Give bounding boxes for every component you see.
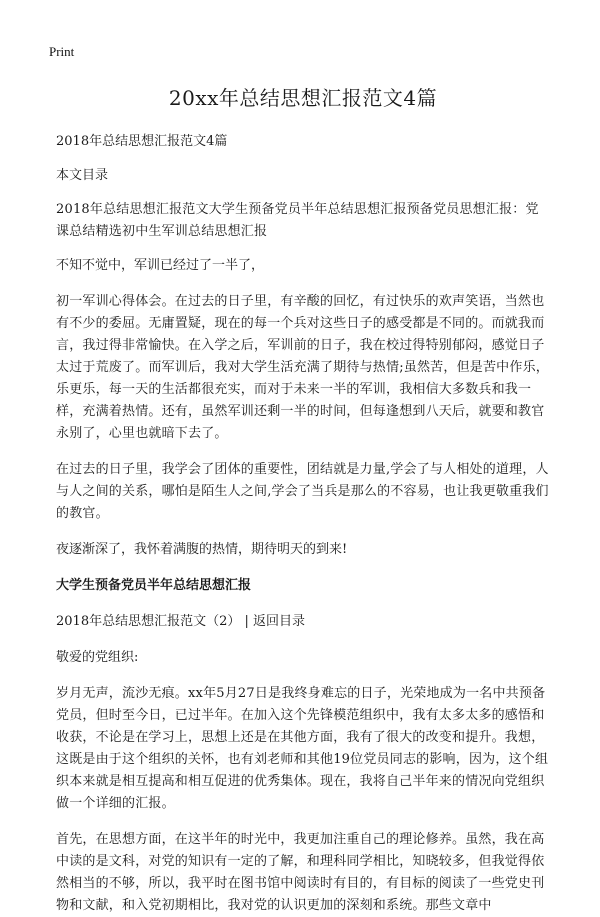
toc-heading: 本文目录	[56, 168, 109, 183]
subtitle: 2018年总结思想汇报范文4篇	[56, 134, 228, 149]
paragraph-3: 在过去的日子里，我学会了团体的重要性，团结就是力量,学会了与人相处的道理，人与人之间的关系，哪怕是陌生人之间,学会了当兵是那么的不容易，也让我更敬重我们的教官。	[56, 462, 549, 521]
section-subtitle: 2018年总结思想汇报范文（2）	[56, 614, 241, 629]
section-heading: 大学生预备党员半年总结思想汇报	[56, 578, 252, 593]
paragraph-1: 不知不觉中，军训已经过了一半了，	[56, 258, 265, 273]
paragraph-2: 初一军训心得体会。在过去的日子里，有辛酸的回忆，有过快乐的欢声笑语，当然也有不少的委屈。无庸置疑，现在的每一个兵对这些日子的感受都是不同的。而就我而言，我过得非常愉快。在入学之后，军训前的日子，我在校过得特别郁闷，感觉日子太过于荒废了。而军训后，我对大学生活充满了期待与热情;虽然苦，但是苦中作乐，乐更乐，每一天的生活都很充实，而对于未来一半的军训，我相信大多数兵和我一样，充满着热情。还有，虽然军训还剩一半的时间，但每逢想到八天后，就要和教官永别了，心里也就暗下去了。	[56, 294, 549, 441]
separator: |	[240, 614, 254, 629]
paragraph-4: 夜逐渐深了，我怀着满腹的热情，期待明天的到来!	[56, 542, 348, 557]
paragraph-5: 岁月无声，流沙无痕。xx年5月27日是我终身难忘的日子，光荣地成为一名中共预备党员，但时至今日，已过半年。在加入这个先锋模范组织中，我有太多太多的感悟和收获，不论是在学习上，思想上还是在其他方面，我有了很大的改变和提升。我想，这既是由于这个组织的关怀，也有刘老师和其他19位党员同志的影响，因为，这个组织本来就是相互提高和相互促进的优秀集体。现在，我将自己半年来的情况向党组织做一个详细的汇报。	[56, 686, 549, 811]
print-label[interactable]: Print	[49, 44, 75, 59]
section-subtitle-line	[56, 611, 550, 633]
greeting: 敬爱的党组织:	[56, 650, 139, 665]
back-to-toc-link[interactable]: 返回目录	[253, 614, 306, 629]
toc-text: 2018年总结思想汇报范文大学生预备党员半年总结思想汇报预备党员思想汇报：党课总结精选初中生军训总结思想汇报	[56, 202, 539, 239]
document-body	[56, 82, 550, 917]
document-title: 20xx年总结思想汇报范文4篇	[168, 86, 438, 110]
paragraph-6: 首先，在思想方面，在这半年的时光中，我更加注重自己的理论修养。虽然，我在高中读的是文科，对党的知识有一定的了解，和理科同学相比，知晓较多，但我觉得依然相当的不够，所以，我平时在图书馆中阅读时有目的，有目标的阅读了一些党史刊物和文献，和入党初期相比，我对党的认识更加的深刻和系统。那些文章中	[56, 832, 545, 913]
